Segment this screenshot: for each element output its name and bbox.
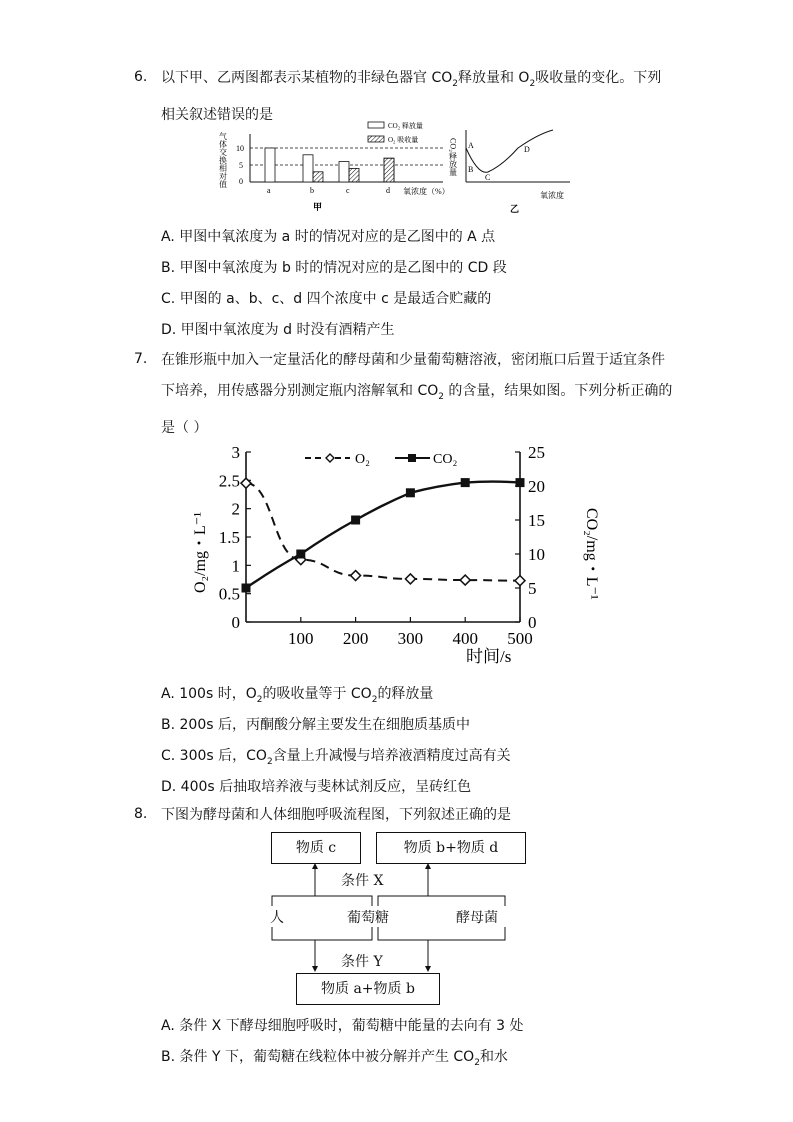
- q7-left-tick-label: 2.5: [218, 471, 240, 491]
- label-yeast: 酵母菌: [456, 910, 498, 926]
- q7-right-tick-label: 5: [528, 579, 537, 598]
- q7-right-tick-label: 25: [528, 443, 545, 462]
- q7-left-tick-label: 0.5: [218, 584, 240, 604]
- bracket-glucose-yeast-top: [378, 896, 505, 906]
- point-D: D: [524, 145, 530, 154]
- q7-right-tick-label: 0: [528, 613, 537, 632]
- legend-co2-label: CO₂ 释放量: [388, 122, 423, 130]
- q8-option-a: A. 条件 X 下酵母细胞呼吸时，葡萄糖中能量的去向有 3 处: [161, 1018, 524, 1034]
- q6-option-d: D. 甲图中氧浓度为 d 时没有酒精产生: [161, 322, 395, 338]
- q8-option-b: B. 条件 Y 下，葡萄糖在线粒体中被分解并产生 $CO_2$和水: [161, 1049, 508, 1068]
- q7-left-tick-label: 3: [231, 443, 240, 462]
- q7-ylabel-right: CO₂/mg・L⁻¹: [583, 508, 600, 600]
- condition-x: 条件 X: [341, 873, 384, 889]
- point-C: C: [485, 173, 491, 182]
- legend-co2-label: CO₂: [433, 452, 458, 467]
- q6-option-b: B. 甲图中氧浓度为 b 时的情况对应的是乙图中的 CD 段: [161, 260, 507, 276]
- question-number: 6.: [134, 69, 148, 85]
- q7-xlabel: 时间/s: [466, 647, 512, 666]
- label-ren: 人: [270, 910, 284, 926]
- jia-category-a: a: [267, 186, 271, 195]
- condition-y: 条件 Y: [341, 954, 383, 970]
- q7-right-tick-label: 20: [528, 477, 545, 496]
- q7-x-tick-label: 200: [342, 629, 369, 648]
- yi-xlabel: 氧浓度: [540, 191, 564, 200]
- box-substance-c: 物质 c: [271, 832, 361, 864]
- q7-right-tick-label: 15: [528, 511, 545, 530]
- box-substance-b-d: 物质 b+物质 d: [376, 832, 526, 864]
- bracket-ren-glucose-bottom: [272, 927, 372, 940]
- q7-right-tick-label: 10: [528, 545, 545, 564]
- question-number: 8.: [134, 806, 148, 822]
- jia-ylabel: 气体交换相对值: [218, 132, 228, 188]
- q6-option-c: C. 甲图的 a、b、c、d 四个浓度中 c 是最适合贮藏的: [161, 291, 492, 307]
- q7-x-tick-label: 400: [452, 629, 478, 648]
- point-A: A: [468, 141, 474, 150]
- q7-ylabel-left: O₂/mg・L⁻¹: [192, 511, 209, 593]
- jia-ytick-5: 5: [239, 161, 243, 170]
- jia-category-b: b: [310, 186, 314, 195]
- q7-x-tick-label: 300: [397, 629, 424, 648]
- legend-o2-label: O₂ 吸收量: [388, 136, 419, 144]
- bracket-glucose-yeast-bottom: [378, 927, 505, 940]
- yi-ylabel: CO₂释放量: [448, 138, 458, 176]
- q6-option-a: A. 甲图中氧浓度为 a 时的情况对应的是乙图中的 A 点: [161, 229, 496, 245]
- jia-caption: 甲: [313, 202, 323, 212]
- question-stem: 以下甲、乙两图都表示某植物的非绿色器官 $CO_2$释放量和 $O_2$吸收量的变化。下列 相关叙述错误的是: [161, 70, 662, 123]
- q7-option-c: C. 300s 后，$CO_2$含量上升减慢与培养液酒精度过高有关: [161, 748, 511, 767]
- question-number: 7.: [134, 351, 148, 367]
- q7-left-tick-label: 1.5: [218, 528, 240, 547]
- question-stem: 在锥形瓶中加入一定量活化的酵母菌和少量葡萄糖溶液，密闭瓶口后置于适宜条件 下培养，用传感器分别测定瓶内溶解氧和 $CO_2$ 的含量，结果如图。下列分析正确的 是（ ）: [161, 352, 673, 436]
- jia-ytick-10: 10: [236, 144, 244, 153]
- bracket-ren-glucose-top: [272, 896, 372, 906]
- q7-option-a: A. 100s 时，$O_2$的吸收量等于 $CO_2$的释放量: [161, 686, 434, 705]
- label-glucose: 葡萄糖: [347, 910, 389, 926]
- box-substance-a-b: 物质 a+物质 b: [296, 973, 440, 1005]
- jia-xlabel: 氧浓度（%）: [403, 187, 450, 196]
- yi-caption: 乙: [510, 204, 520, 214]
- legend-o2-label: O₂: [355, 452, 370, 467]
- q7-option-b: B. 200s 后，丙酮酸分解主要发生在细胞质基质中: [161, 717, 470, 733]
- q7-left-tick-label: 0: [231, 613, 240, 632]
- q7-x-tick-label: 500: [507, 629, 533, 648]
- jia-category-c: c: [346, 186, 350, 195]
- q7-left-tick-label: 1: [231, 556, 240, 576]
- jia-ytick-0: 0: [239, 177, 243, 186]
- q7-x-tick-label: 100: [288, 629, 314, 648]
- q7-left-tick-label: 2: [231, 499, 240, 519]
- question-stem: 下图为酵母菌和人体细胞呼吸流程图，下列叙述正确的是: [161, 807, 511, 823]
- jia-category-d: d: [386, 186, 390, 195]
- q7-option-d: D. 400s 后抽取培养液与斐林试剂反应，呈砖红色: [161, 779, 472, 795]
- point-B: B: [468, 165, 474, 174]
